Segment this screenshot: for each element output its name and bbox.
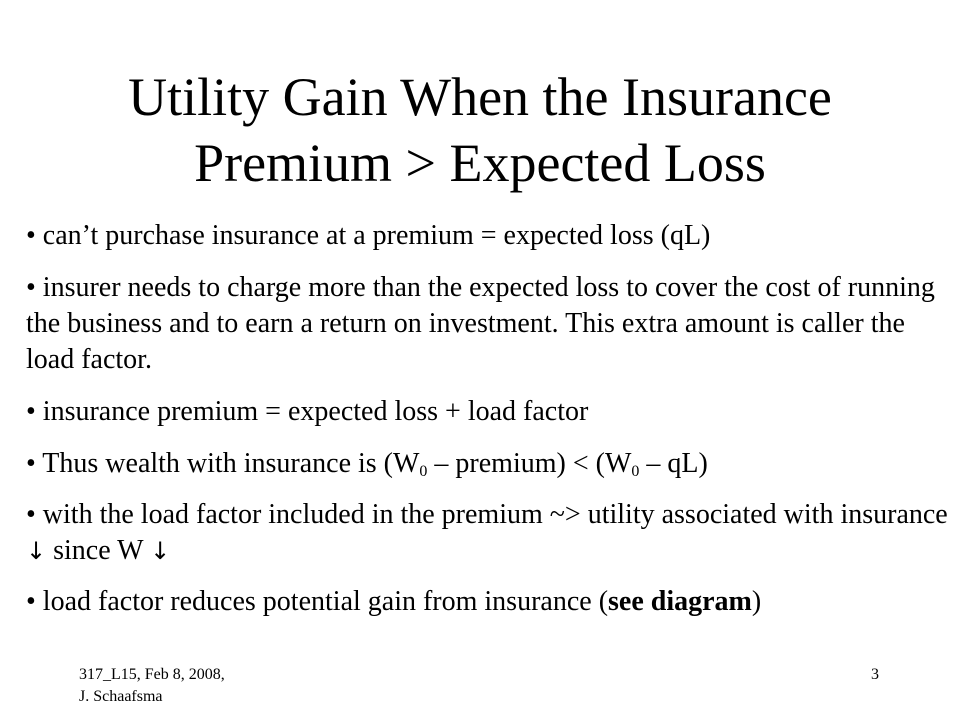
footer-line-2: J. Schaafsma — [79, 688, 163, 705]
gain-text-2: ) — [751, 586, 762, 617]
bullet-utility-decrease — [26, 497, 956, 569]
footer-line-1: 317_L15, Feb 8, 2008, — [79, 666, 225, 683]
wealth-text-2: – premium) < (W — [427, 448, 632, 479]
bullet-no-fair-premium: • can’t purchase insurance at a premium = expected loss (qL) — [26, 220, 711, 251]
slide-title-line-2: Premium > Expected Loss — [194, 133, 766, 193]
utility-text-2: since W — [46, 535, 151, 566]
slide-title-line-1: Utility Gain When the Insurance — [128, 67, 832, 127]
see-diagram-text: see diagram — [608, 586, 752, 617]
slide-title — [0, 64, 960, 196]
wealth-text-3: – qL) — [639, 448, 708, 479]
gain-text-1: • load factor reduces potential gain from insurance ( — [26, 586, 609, 617]
bullet-wealth-with-insurance — [26, 446, 956, 482]
slide-footer — [79, 664, 299, 708]
wealth-text-1: • Thus wealth with insurance is (W — [26, 448, 420, 479]
down-arrow-icon: ↓ — [26, 537, 47, 565]
bullet-list — [26, 218, 956, 637]
utility-text-1: • with the load factor included in the premium ~> utility associated with insurance — [26, 499, 948, 530]
subscript-zero-2: 0 — [631, 463, 640, 480]
page-number: 3 — [871, 666, 879, 683]
subscript-zero-1: 0 — [419, 463, 428, 480]
down-arrow-icon: ↓ — [150, 537, 171, 565]
bullet-premium-definition: • insurance premium = expected loss + load factor — [26, 396, 589, 427]
bullet-load-factor-reduces-gain — [26, 584, 956, 620]
bullet-insurer-charges-more: • insurer needs to charge more than the expected loss to cover the cost of running the business and to earn a return on investment. This extra amount is caller the load factor. — [26, 272, 935, 375]
